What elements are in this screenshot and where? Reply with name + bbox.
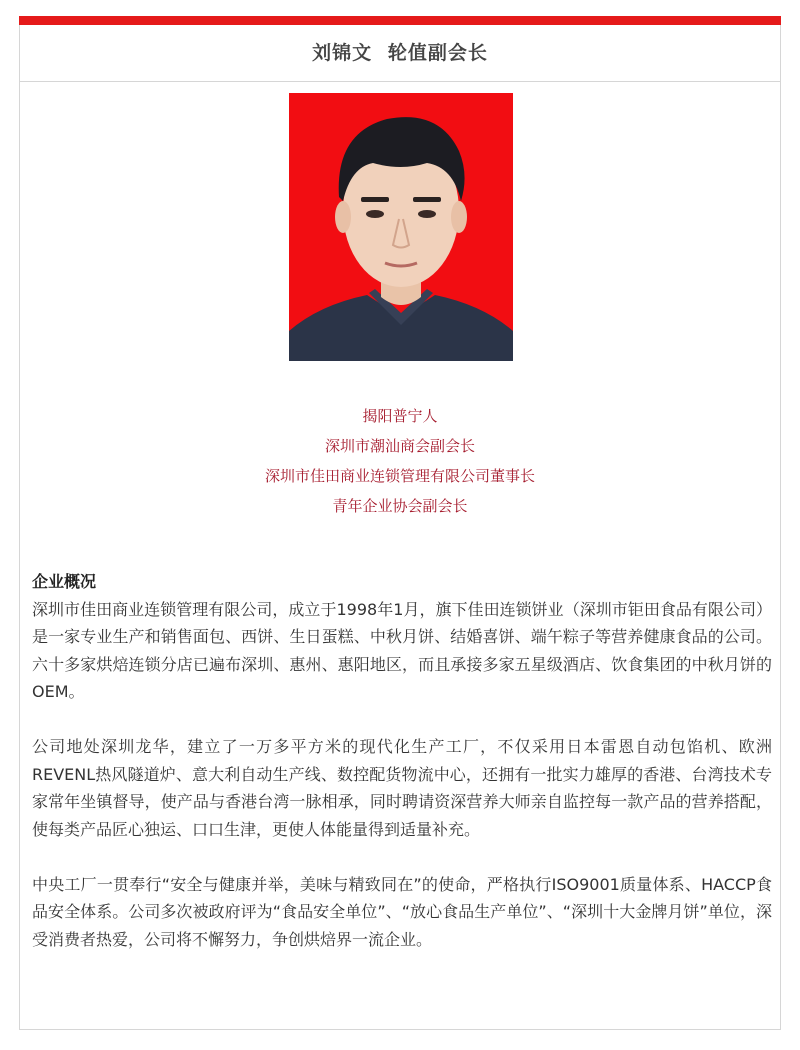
section-heading: 企业概况 [32,572,97,591]
portrait-photo [289,93,513,361]
accent-bar [19,16,781,25]
profile-card [19,16,781,1030]
portrait-illustration [289,93,513,361]
person-name: 刘锦文 [312,42,373,64]
title-line: 深圳市佳田商业连锁管理有限公司董事长 [264,467,535,485]
title-line: 深圳市潮汕商会副会长 [324,437,475,455]
title-line: 揭阳普宁人 [362,407,438,425]
overview-paragraph: 公司地处深圳龙华，建立了一万多平方米的现代化生产工厂，不仅采用日本雷恩自动包馅机、欧洲REVENL热风隧道炉、意大利自动生产线、数控配货物流中心，还拥有一批实力雄厚的香港、台湾技术专家常年坐镇督导，使产品与香港台湾一脉相承，同时聘请资深营养大师亲自监控每一款产品的营养搭配，使每类产品匠心独运、口口生津，更使人体能量得到适量补充。 [32,737,772,839]
overview-paragraph: 深圳市佳田商业连锁管理有限公司，成立于1998年1月，旗下佳田连锁饼业（深圳市钜田食品有限公司）是一家专业生产和销售面包、西饼、生日蛋糕、中秋月饼、结婚喜饼、端午粽子等营养健康食品的公司。六十多家烘焙连锁分店已遍布深圳、惠州、惠阳地区，而且承接多家五星级酒店、饮食集团的中秋月饼的OEM。 [32,599,772,701]
company-overview [32,568,772,981]
overview-paragraph: 中央工厂一贯奉行“安全与健康并举，美味与精致同在”的使命，严格执行ISO9001质量体系、HACCP食品安全体系。公司多次被政府评为“食品安全单位”、“放心食品生产单位”、“深圳十大金牌月饼”单位，深受消费者热爱，公司将不懈努力，争创烘焙界一流企业。 [32,874,772,949]
title-line: 青年企业协会副会长 [332,497,468,515]
title-list [20,401,780,521]
profile-header [20,25,780,82]
person-position: 轮值副会长 [387,42,488,64]
